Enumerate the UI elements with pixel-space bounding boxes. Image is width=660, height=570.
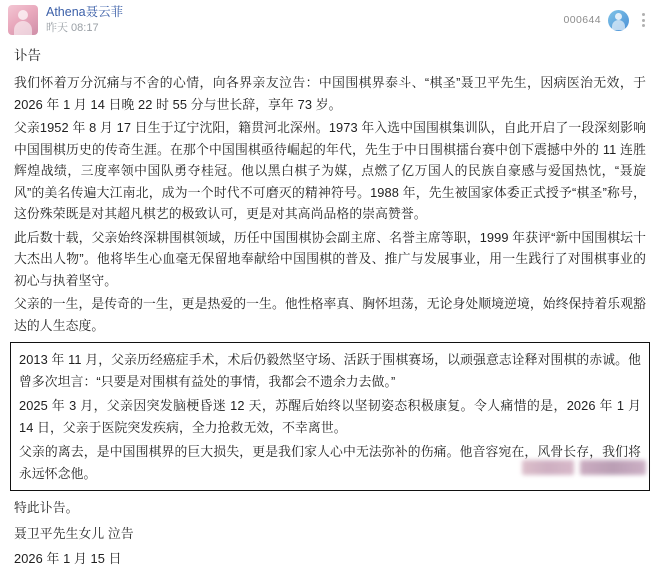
blurred-watermark xyxy=(580,460,646,475)
page-title: 讣告 xyxy=(14,48,41,63)
more-options-icon[interactable] xyxy=(636,11,650,29)
paragraph: 2013 年 11 月，父亲历经癌症手术，术后仍毅然坚守场、活跃于围棋赛场，以顽强意志诠释对围棋的赤诚。他曾多次坦言：“只要是对围棋有益处的事情，我都会不遗余力去做。” xyxy=(19,352,641,389)
post-header xyxy=(0,0,660,40)
avatar[interactable] xyxy=(8,5,38,35)
post-body xyxy=(0,40,660,570)
header-actions xyxy=(564,10,650,31)
signature-date: 2026 年 1 月 15 日 xyxy=(14,551,122,566)
closing-line: 特此讣告。 xyxy=(14,500,79,515)
paragraph: 父亲的一生，是传奇的一生，更是热爱的一生。他性格率真、胸怀坦荡，无论身处顺境逆境，始终保持着乐观豁达的人生态度。 xyxy=(14,296,646,333)
author-name[interactable]: Athena聂云菲 xyxy=(46,5,124,19)
signer-name: 聂卫平先生女儿 泣告 xyxy=(14,525,134,541)
author-info xyxy=(46,5,564,35)
paragraph: 我们怀着万分沉痛与不舍的心情，向各界亲友泣告：中国围棋界泰斗、“棋圣”聂卫平先生，因病医治无效，于 2026 年 1 月 14 日晚 22 时 55 分与世长辞，享年 73 岁。 xyxy=(14,75,646,112)
blurred-watermark xyxy=(522,460,574,475)
post-timestamp: 昨天 08:17 xyxy=(46,22,99,34)
profile-badge-icon[interactable] xyxy=(608,10,629,31)
paragraph: 2025 年 3 月，父亲因突发脑梗昏迷 12 天，苏醒后始终以坚韧姿态积极康复。令人痛惜的是，2026 年 1 月 14 日，父亲于医院突发疾病，全力抢救无效，不幸离世。 xyxy=(19,398,641,435)
post-code: 000644 xyxy=(563,14,601,26)
paragraph: 此后数十载，父亲始终深耕围棋领域，历任中国围棋协会副主席、名誉主席等职，1999 年获评“新中国围棋坛十大杰出人物”。他将毕生心血毫无保留地奉献给中国围棋的普及、推广与发展事业，用一生践行了对围棋事业的初心与执着坚守。 xyxy=(14,229,646,288)
signature-block xyxy=(14,497,646,570)
paragraph: 父亲的离去，是中国围棋界的巨大损失，更是我们家人心中无法弥补的伤痛。他音容宛在，风骨长存，我们将永远怀念他。 xyxy=(19,444,641,481)
paragraph: 父亲1952 年 8 月 17 日生于辽宁沈阳，籍贯河北深州。1973 年入选中国围棋集训队，自此开启了一段深刻影响中国围棋历史的传奇生涯。在那个中国围棋亟待崛起的年代，先生于中日围棋擂台赛中创下震撼中外的 11 连胜辉煌战绩，三度率领中国队勇夺桂冠。他以黑白棋子为媒，点燃了亿万国人的民族自豪感与爱国热忱，“聂旋风”的美名传遍大江南北，成为一个时代不可磨灭的精神符号。1988 年，先生被国家体委正式授予“棋圣”称号，这份殊荣既是对其超凡棋艺的极致认可，更是对其高尚品格的崇高赞誉。 xyxy=(14,120,646,221)
